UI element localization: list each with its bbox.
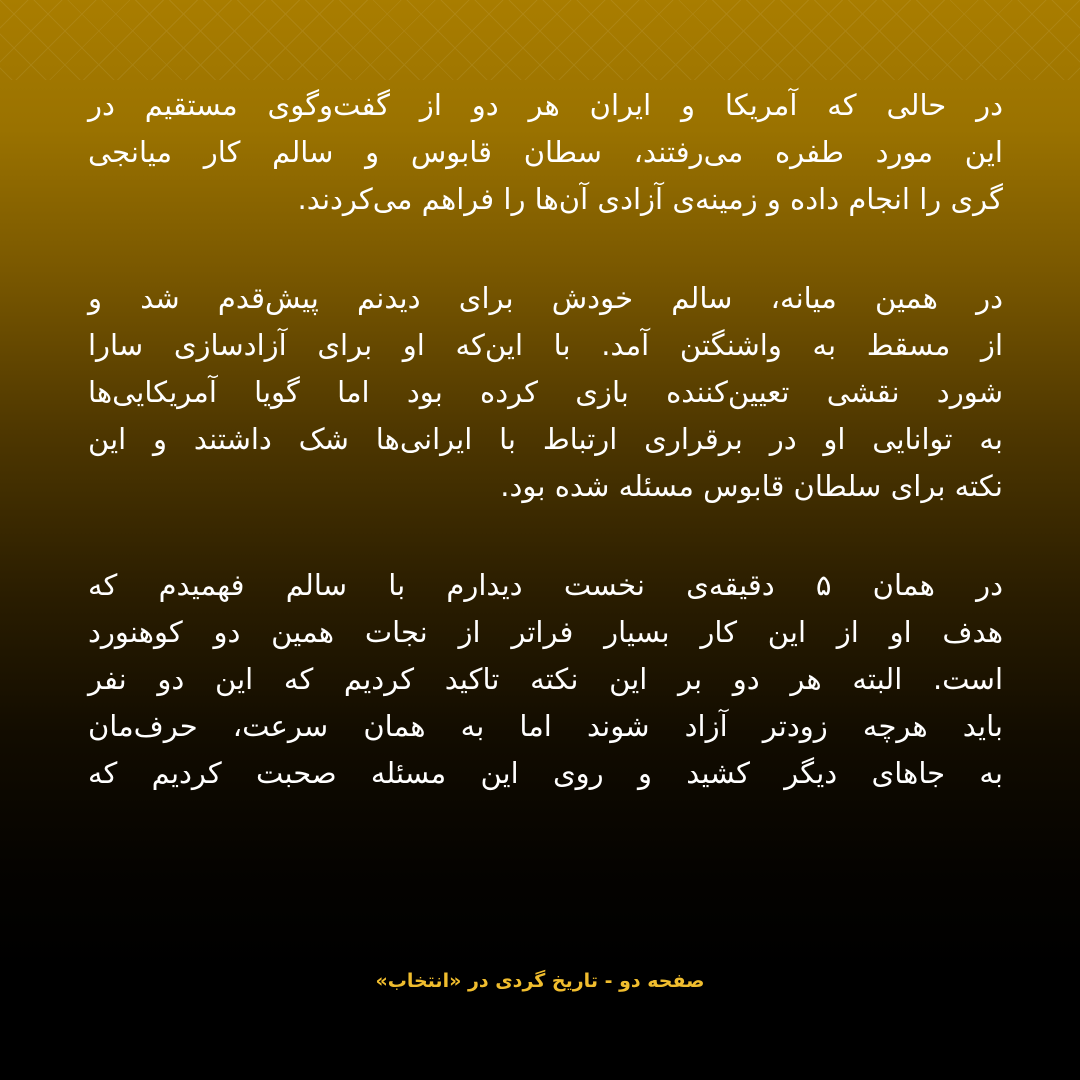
- text-line: نکته برای سلطان قابوس مسئله شده بود.: [500, 469, 1003, 503]
- footer-caption: صفحه دو - تاریخ گردی در «انتخاب»: [375, 970, 705, 992]
- text-line: هدف او از این کار بسیار فراتر از نجات همین دو کوهنورد: [88, 615, 1003, 649]
- text-line: به جاهای دیگر کشید و روی این مسئله صحبت کردیم که: [88, 756, 1003, 790]
- text-line: گری را انجام داده و زمینه‌ی آزادی آن‌ها را فراهم می‌کردند.: [297, 182, 1003, 216]
- text-line: است. البته هر دو بر این نکته تاکید کردیم که این دو نفر: [88, 662, 1003, 696]
- text-line: از مسقط به واشنگتن آمد. با این‌که او برای آزادسازی سارا: [88, 328, 1003, 362]
- text-line: در همان ۵ دقیقه‌ی نخست دیدارم با سالم فهمیدم که: [88, 568, 1004, 602]
- paragraph-2: [88, 275, 1003, 510]
- text-line: به توانایی او در برقراری ارتباط با ایرانی‌ها شک داشتند و این: [88, 422, 1003, 456]
- text-line: در همین میانه، سالم خودش برای دیدنم پیش‌قدم شد و: [88, 281, 1003, 315]
- text-line: شورد نقشی تعیین‌کننده بازی کرده بود اما گویا آمریکایی‌ها: [88, 375, 1003, 409]
- background-pattern: [0, 0, 1080, 80]
- text-line: در حالی که آمریکا و ایران هر دو از گفت‌وگوی مستقیم در: [88, 88, 1003, 122]
- text-line: باید هرچه زودتر آزاد شوند اما به همان سرعت، حرف‌مان: [88, 709, 1003, 743]
- article-body: [88, 82, 1003, 849]
- text-line: این مورد طفره می‌رفتند، سطان قابوس و سالم کار میانجی: [88, 135, 1003, 169]
- paragraph-3: [88, 562, 1003, 797]
- paragraph-1: [88, 82, 1003, 223]
